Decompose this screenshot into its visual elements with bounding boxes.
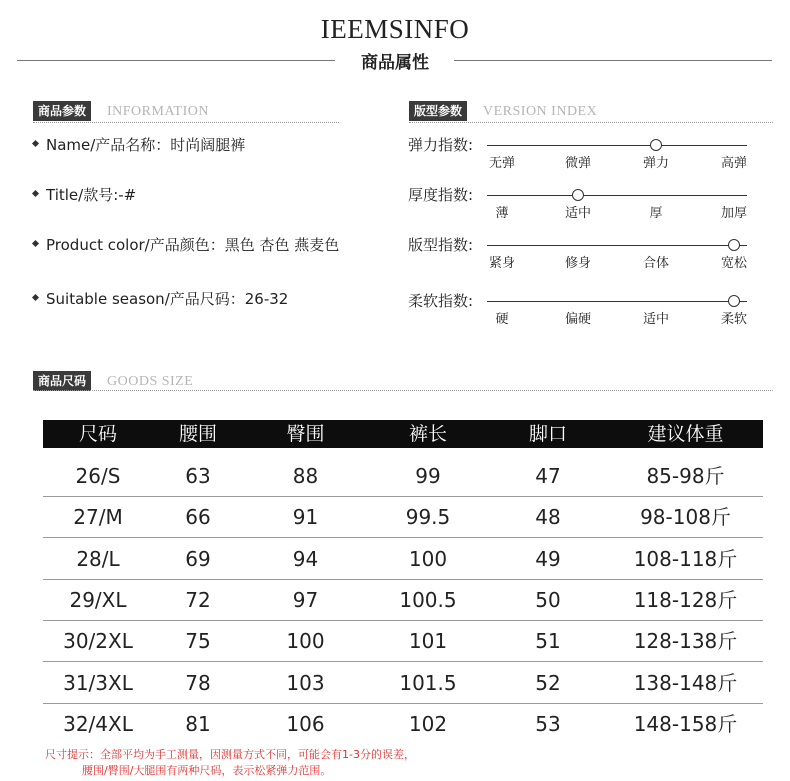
header-divider-right (454, 60, 772, 61)
size-table-header (43, 420, 763, 448)
bullet-icon (32, 294, 39, 301)
version-section-divider (409, 122, 773, 123)
th-weight: 建议体重 (647, 423, 724, 445)
table-cell: 100 (408, 546, 448, 571)
index-label: 版型指数: (408, 236, 474, 254)
table-cell: 32/4XL (63, 711, 133, 736)
table-row (43, 621, 763, 662)
table-cell: 98-108斤 (640, 505, 731, 530)
attr-season (33, 288, 288, 309)
table-cell: 28/L (76, 546, 120, 571)
size-section-tag: 商品尺码 (33, 371, 91, 391)
th-hip: 臀围 (286, 423, 325, 445)
table-row (43, 580, 763, 621)
index-option: 紧身 (488, 256, 515, 271)
size-note-line2: 腰围/臀围/大腿围有两种尺码，表示松紧弹力范围。 (82, 764, 332, 777)
table-cell: 88 (292, 464, 319, 488)
index-label: 厚度指数: (408, 186, 474, 204)
table-row (43, 663, 763, 704)
table-cell: 99 (415, 464, 441, 488)
size-section-divider (33, 390, 773, 391)
index-scale-line (487, 301, 747, 302)
table-cell: 63 (185, 464, 211, 488)
index-option: 合体 (642, 256, 669, 271)
index-option: 薄 (495, 206, 509, 221)
index-option: 厚 (649, 206, 663, 221)
th-size: 尺码 (78, 423, 117, 445)
index-label: 弹力指数: (408, 136, 474, 154)
params-section-en: INFORMATION (107, 104, 209, 119)
index-option: 偏硬 (564, 312, 591, 327)
attr-season-text: Suitable season/产品尺码：26-32 (46, 290, 289, 308)
table-cell: 48 (535, 505, 561, 530)
table-cell: 118-128斤 (633, 587, 738, 612)
table-cell: 51 (535, 629, 561, 654)
table-cell: 78 (185, 670, 211, 695)
table-cell: 29/XL (69, 587, 127, 612)
table-cell: 53 (535, 711, 561, 736)
table-cell: 27/M (73, 505, 123, 530)
table-cell: 101.5 (399, 670, 457, 695)
table-cell: 106 (286, 711, 325, 736)
index-scale-line (487, 245, 747, 246)
index-scale-line (487, 195, 747, 196)
index-option: 加厚 (720, 206, 747, 221)
table-cell: 97 (292, 587, 319, 612)
table-cell: 91 (292, 505, 319, 530)
table-cell: 31/3XL (63, 670, 133, 695)
table-cell: 103 (286, 670, 325, 695)
index-option: 微弹 (564, 156, 591, 171)
index-marker-icon (728, 295, 740, 307)
th-waist: 腰围 (178, 423, 217, 445)
th-length: 裤长 (408, 423, 447, 445)
index-marker-icon (572, 189, 584, 201)
attr-color (33, 234, 339, 255)
index-label: 柔软指数: (408, 292, 474, 310)
index-marker-icon (650, 139, 662, 151)
table-row (43, 456, 763, 497)
params-section-tag: 商品参数 (33, 101, 91, 121)
page-subtitle: 商品属性 (361, 53, 429, 73)
index-option: 适中 (564, 206, 591, 221)
table-cell: 101 (408, 629, 448, 654)
table-cell: 72 (185, 587, 211, 612)
table-cell: 100 (286, 629, 325, 654)
version-section-en: VERSION INDEX (483, 104, 598, 119)
attr-color-text: Product color/产品颜色：黑色 杏色 燕麦色 (46, 236, 340, 254)
bullet-icon (32, 140, 39, 147)
index-option: 适中 (642, 312, 669, 327)
attr-title-text: Title/款号:-# (46, 186, 137, 204)
version-section-tag: 版型参数 (409, 101, 467, 121)
table-cell: 26/S (75, 464, 121, 488)
table-cell: 99.5 (405, 505, 451, 530)
table-cell: 49 (535, 546, 561, 571)
table-row (43, 497, 763, 538)
brand-title: IEEMSINFO (320, 14, 470, 44)
size-section-en: GOODS SIZE (107, 374, 194, 389)
index-option: 柔软 (720, 312, 747, 327)
bullet-icon (32, 240, 39, 247)
index-option: 无弹 (488, 156, 515, 171)
table-row (43, 539, 763, 580)
table-cell: 94 (292, 546, 319, 571)
table-cell: 75 (185, 629, 211, 654)
table-cell: 52 (535, 670, 561, 695)
attr-title (33, 184, 136, 205)
table-cell: 50 (535, 587, 561, 612)
index-option: 修身 (564, 256, 591, 271)
index-option: 宽松 (720, 256, 747, 271)
table-cell: 108-118斤 (633, 546, 738, 571)
table-cell: 100.5 (399, 587, 457, 612)
table-cell: 30/2XL (63, 629, 133, 654)
size-note-line1: 尺寸提示：全部平均为手工测量，因测量方式不同，可能会有1-3分的误差， (45, 748, 415, 761)
table-row (43, 704, 763, 745)
table-cell: 138-148斤 (633, 670, 738, 695)
table-cell: 85-98斤 (646, 464, 725, 488)
table-cell: 66 (185, 505, 211, 530)
attr-name-text: Name/产品名称：时尚阔腿裤 (46, 136, 246, 154)
table-cell: 148-158斤 (633, 711, 738, 736)
table-cell: 128-138斤 (633, 629, 738, 654)
table-cell: 47 (535, 464, 561, 488)
table-cell: 69 (185, 546, 211, 571)
table-cell: 81 (185, 711, 211, 736)
attr-name (33, 134, 245, 155)
params-section-divider (33, 122, 339, 123)
index-marker-icon (728, 239, 740, 251)
bullet-icon (32, 190, 39, 197)
index-scale-line (487, 145, 747, 146)
index-option: 硬 (495, 312, 509, 327)
index-option: 弹力 (642, 156, 669, 171)
th-hem: 脚口 (528, 423, 567, 445)
index-option: 高弹 (720, 156, 747, 171)
table-cell: 102 (408, 711, 448, 736)
